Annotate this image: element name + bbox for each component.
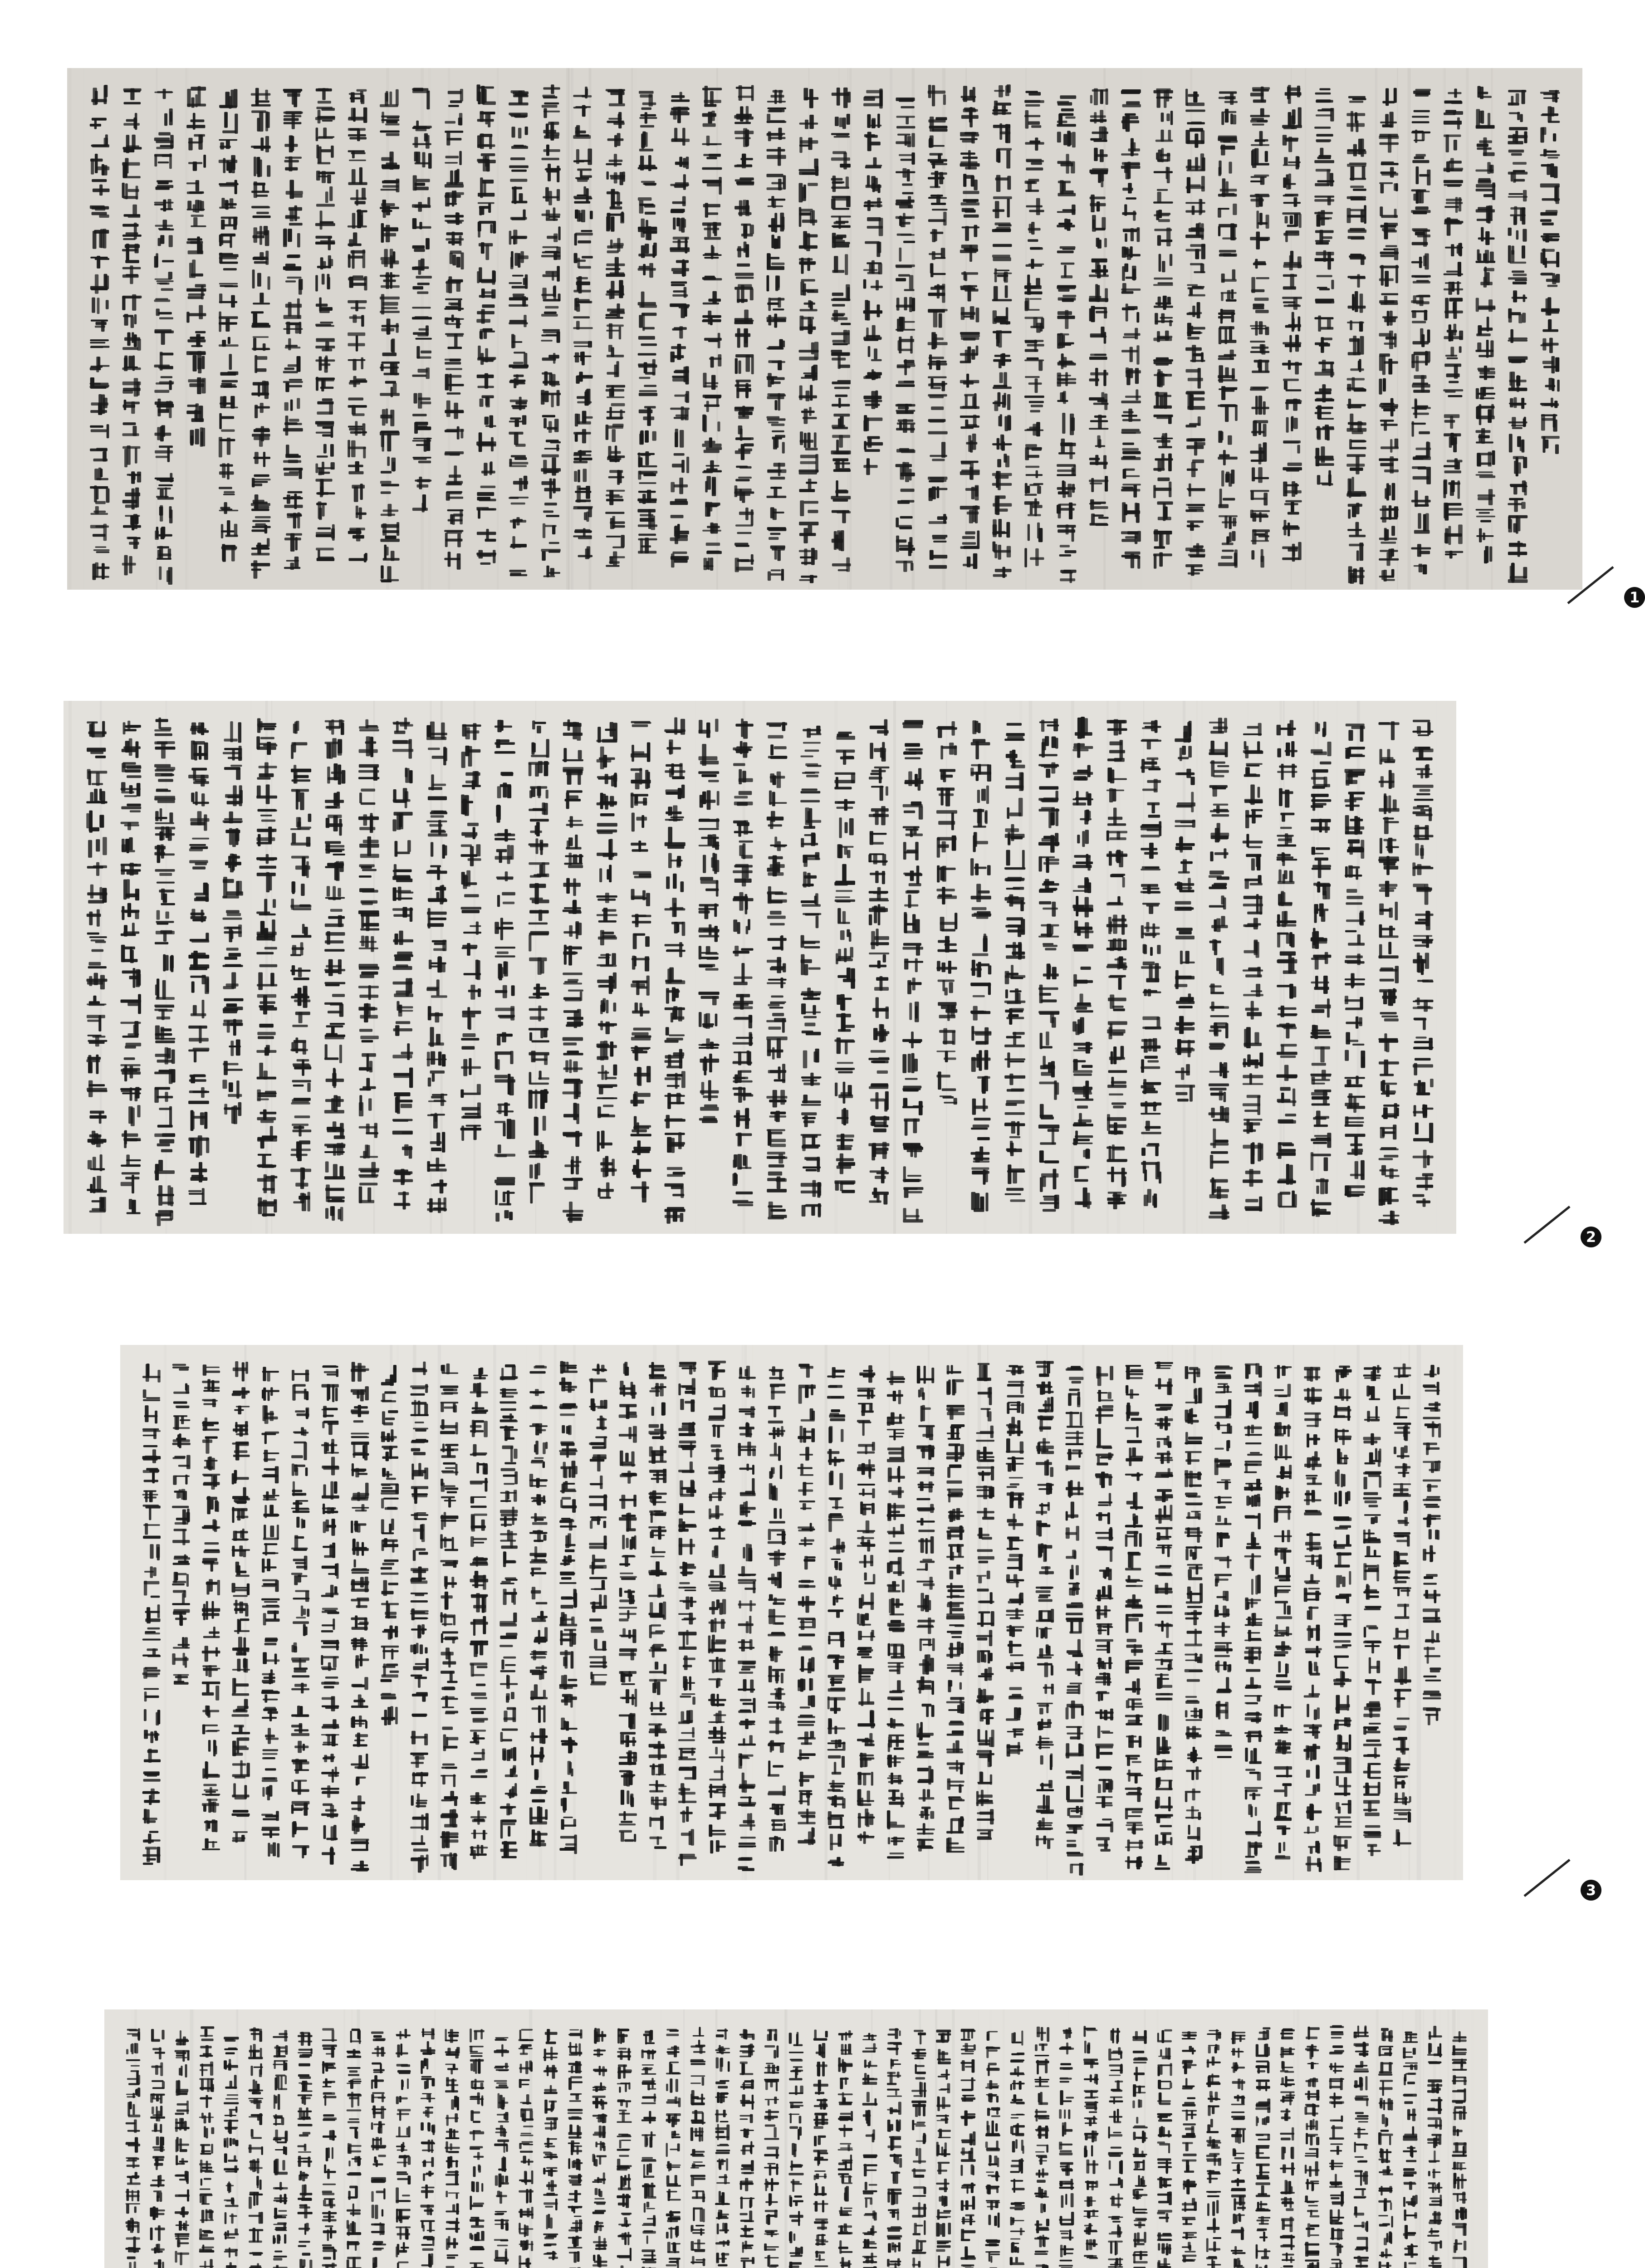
text-column [90,85,110,580]
text-column [322,2028,338,2268]
text-column [1125,1365,1144,1869]
text-column [1243,723,1263,1212]
text-column [283,89,303,570]
text-column [273,2030,288,2268]
text-column [1443,88,1463,558]
text-column [1206,2029,1222,2268]
text-column [1036,1361,1054,1849]
text-column [592,2028,607,2268]
text-column [678,1362,697,1866]
text-column [470,1368,489,1859]
text-column [469,2028,485,2268]
text-column [172,1364,191,1685]
text-column [1508,90,1528,583]
text-column [766,722,787,1219]
text-column [1411,89,1431,574]
text-column [1182,2031,1197,2268]
text-column [568,2029,583,2268]
handwritten-columns [104,2009,1488,2268]
text-column [1108,2028,1123,2268]
text-column [946,1365,965,1853]
text-column [887,2028,902,2268]
text-column [381,1365,399,1725]
text-column [1250,87,1270,568]
text-column [444,89,464,570]
text-column [1057,95,1077,583]
text-column [857,1365,876,1844]
section-number-1: 1 [1624,587,1645,608]
section-number-3: 3 [1581,1880,1601,1901]
text-column [150,2029,165,2268]
text-column [1214,1365,1233,1758]
scroll-section-1 [67,68,1582,590]
text-column [936,2030,951,2268]
text-column [1540,90,1560,454]
text-column [188,722,209,1205]
text-column [1231,2031,1246,2268]
text-column [261,1367,280,1857]
text-column [440,1364,459,1870]
text-column [120,721,142,1214]
text-column [232,1361,250,1843]
text-column [1209,718,1230,1220]
text-column [766,90,786,581]
text-column [1072,717,1094,1209]
text-column [494,2037,509,2268]
text-column [290,721,311,1212]
text-column [738,1366,756,1871]
text-column [1024,91,1044,567]
text-column [154,718,175,1226]
text-column [1155,1362,1173,1870]
scroll-section-2 [64,701,1456,1234]
text-column [1354,2025,1369,2268]
text-column [666,2029,681,2268]
text-column [392,718,414,1210]
text-column [768,1366,786,1852]
text-column [348,89,367,562]
text-column [619,1362,637,1842]
text-column [702,86,722,571]
text-column [813,2029,828,2268]
text-column [529,720,549,1203]
text-column [297,2032,313,2268]
text-column [1065,1366,1084,1876]
text-column [838,2030,853,2268]
text-column [1083,2026,1098,2268]
text-column [1303,1367,1322,1872]
text-column [186,86,206,447]
scroll-section-3 [120,1345,1463,1880]
text-column [541,84,561,577]
text-column [597,722,618,1199]
text-column [1121,89,1141,569]
text-column [1363,1365,1382,1856]
text-column [1379,88,1399,582]
text-column [321,1365,339,1865]
text-column [1329,2025,1344,2268]
text-column [315,88,335,561]
text-column [708,1361,726,1853]
text-column [739,2029,755,2268]
text-column [351,1362,369,1871]
text-column [868,719,889,1205]
text-column [631,721,651,1202]
text-column [985,2031,1000,2268]
text-column [1059,2028,1074,2268]
text-column [1274,1365,1292,1859]
text-column [1006,1365,1024,1756]
text-column [960,86,980,569]
text-column [499,1364,518,1858]
text-column [788,2032,803,2268]
text-column [670,92,690,568]
text-column [396,2029,411,2268]
text-column [1423,1365,1441,1725]
text-column [1089,88,1109,526]
text-column [827,1367,846,1867]
text-column [291,1370,310,1858]
section-marker-3 [1515,1851,1601,1901]
text-column [251,88,271,579]
text-column [460,723,481,1141]
text-column [222,721,243,1124]
text-column [1157,2029,1172,2268]
scroll-section-4 [104,2009,1488,2268]
text-column [219,89,239,562]
text-column [960,2029,976,2268]
handwritten-columns [67,68,1582,590]
text-column [637,91,657,553]
text-column [589,1364,607,1685]
text-column [563,719,583,1223]
text-column [371,2032,387,2268]
section-marker-1 [1559,558,1645,608]
handwritten-columns [64,701,1456,1234]
text-column [1282,85,1302,562]
text-column [476,84,496,565]
text-column [248,2027,263,2268]
text-column [664,717,685,1223]
text-column [863,88,883,475]
text-column [380,89,400,582]
text-column [543,2029,558,2268]
text-column [1378,721,1399,1225]
text-column [1255,2027,1271,2268]
text-column [862,2033,878,2268]
text-column [529,1365,548,1847]
text-column [1153,88,1173,569]
text-column [122,88,142,576]
text-column [324,719,346,1221]
text-column [358,719,379,1203]
text-column [1034,2027,1050,2268]
text-column [1095,1366,1114,1852]
text-column [734,85,754,572]
text-column [1304,2027,1319,2268]
text-column [494,720,515,1222]
text-column [1244,1363,1263,1873]
text-column [764,2029,779,2268]
text-column [690,2027,706,2268]
text-column [970,720,991,1212]
text-column [86,721,107,1213]
text-column [1280,2028,1295,2268]
text-column [605,89,625,567]
text-column [175,2030,190,2268]
text-column [142,1364,161,1865]
text-column [798,1364,816,1845]
text-column [1314,88,1334,486]
text-column [641,2030,656,2268]
text-column [1412,720,1433,1207]
handwritten-columns [120,1345,1463,1880]
text-column [992,84,1012,578]
text-column [1378,2028,1393,2268]
text-column [509,90,529,576]
text-column [199,2026,215,2268]
text-column [1185,89,1205,576]
section-number-2: 2 [1581,1227,1601,1247]
text-column [916,1366,935,1852]
text-column [1218,91,1238,567]
text-column [648,1362,667,1849]
text-column [1333,1366,1352,1871]
text-column [202,1364,220,1850]
text-column [1345,723,1366,1197]
text-column [617,2028,632,2268]
text-column [426,722,447,1213]
text-column [1038,719,1059,1212]
text-column [445,2029,460,2268]
text-column [1346,96,1366,585]
section-marker-2 [1515,1198,1601,1247]
text-column [420,2028,435,2268]
text-column [698,719,720,1123]
